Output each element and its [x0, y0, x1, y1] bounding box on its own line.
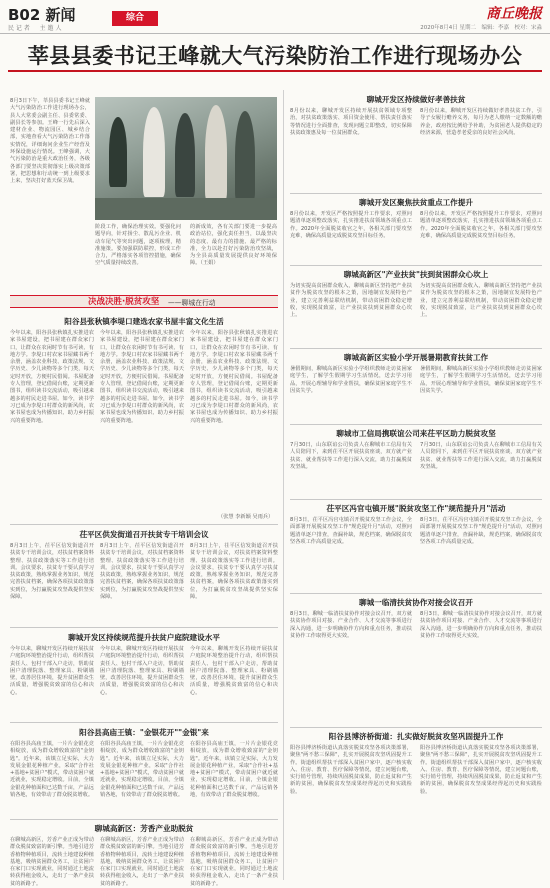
- right-story-6-col2: 8月3日，茌平区冯官屯镇召开脱贫攻坚工作会议，全面部署开展脱贫攻坚工作"规范提升月"活动，对照问题清单逐户排查，查漏补缺，规范档案，确保脱贫攻坚各项工作高质量完成。: [420, 517, 542, 545]
- right-story-2-title: 聊城开发区聚焦扶贫重点工作提升: [359, 198, 473, 207]
- edition-subline: 民 记 者 主 邀 人: [8, 25, 62, 32]
- story-c-col2: 今年以来，聊城开发区持续开展扶贫户庭院环境整治提升行动，组织帮扶责任人、包村干部入户走访，帮助贫困户清理院落、整理家具、粉刷墙壁，改善居住环境，提升贫困群众生活质量，增强脱贫致富的信心和决心。: [100, 646, 184, 696]
- column-separator: [283, 90, 284, 880]
- banner-subtitle: ——聊城在行动: [168, 299, 216, 307]
- story-b-col2: 8月3日上午，茌平区信发街道召开扶贫专干培训会议，对扶贫档案资料整理、扶贫政策落实等工作进行培训。会议要求，扶贫专干要认真学习扶贫政策，熟练掌握业务知识，规范完善扶贫档案，确保各项扶贫政策落实到位，为打赢脱贫攻坚战提供坚实保障。: [100, 543, 184, 601]
- right-story-3-title: 聊城高新区"产业扶贫"扶到贫困群众心坎上: [343, 270, 489, 279]
- right-story-7-col1: 8月3日，聊城一临清扶贫协作对接会议召开，双方就扶贫协作项目对接、产业合作、人才交流等事项进行深入沟通，进一步明确协作方向和重点任务，推动扶贫协作工作取得更大实效。: [290, 611, 412, 639]
- right-story-4-title: 聊城高新区实验小学开展暑期教育扶贫工作: [343, 353, 489, 362]
- story-c-title: 聊城开发区持续规范提升扶贫户庭院建设水平: [68, 633, 220, 642]
- lead-story-col1: 8月3日下午，莘县县委书记王峰就大气污染防治工作进行现场办公，县人大常委会副主任、县委常委、副县长等参加。王峰一行先后深入建材企业、物流园区、城乡结合部，实地查看大气污染防治工作落实情况，详细询问企业生产经营及环保设施运行情况。王峰强调，大气污染防治是重大政治任务，各级各部门要坚决贯彻落实上级决策部署，把思想和行动统一到上级要求上来，坚决打好蓝天保卫战。: [10, 98, 90, 185]
- story-b-col1: 8月3日上午，茌平区信发街道召开扶贫专干培训会议，对扶贫档案资料整理、扶贫政策落实等工作进行培训。会议要求，扶贫专干要认真学习扶贫政策，熟练掌握业务知识，规范完善扶贫档案，确保各项扶贫政策落实到位，为打赢脱贫攻坚战提供坚实保障。: [10, 543, 94, 601]
- right-story-1-title: 聊城开发区持续做好孝善扶贫: [366, 95, 466, 104]
- divider: [290, 727, 542, 728]
- edition-number: B02 新闻: [8, 6, 76, 24]
- divider: [10, 819, 278, 820]
- story-a-col1: 今年以来，阳谷县张秋镇扎实推进农家书屋建设，把书屋建在群众家门口，让群众在农闲时节有书可读、有地方学。李堤口村农家书屋藏书两千余册，涵盖农业科技、政策法规、文学历史、少儿读物等多个门类，每天定时开放，方便村民借阅。书屋配备专人管理，登记借阅台账，定期更新图书，组织读书交流活动，吸引越来越多的村民走进书屋。如今，读书学习已成为李堤口村群众的新风尚，农家书屋也成为传播知识、助力乡村振兴的重要阵地。: [10, 330, 94, 424]
- section-tag: 综合: [112, 11, 158, 26]
- right-story-2-col2: 8月份以来，开发区严格按照提升工作要求，对照问题清单逐项整改落实，扎实推进扶贫领域各项重点工作。2020年全面脱贫收官之年，各相关部门要攻坚克难，确保高质量完成脱贫攻坚目标任务。: [420, 211, 542, 239]
- divider: [290, 193, 542, 194]
- story-d-col3: 在阳谷县高庙王镇，一片片金银花竞相绽放，成为群众增收致富的"金钥匙"。近年来，该镇立足实际，大力发展金银花种植产业，采取"合作社+基地+贫困户"模式，带动贫困户就近就业，实现稳定增收。目前，全镇金银花种植面积已达数千亩，产品远销各地，有效带动了群众脱贫增收。: [190, 741, 278, 799]
- lead-photo: [95, 97, 277, 220]
- right-story-1-col2: 8月份以来，聊城开发区持续做好孝善扶贫工作，引导子女履行赡养义务，每月为老人缴纳一定数额的赡养金，政府按比例给予补助，为贫困老人提供稳定的经济来源，营造孝老爱亲的良好社会风尚。: [420, 108, 542, 136]
- story-b-col3: 8月3日上午，茌平区信发街道召开扶贫专干培训会议，对扶贫档案资料整理、扶贫政策落实等工作进行培训。会议要求，扶贫专干要认真学习扶贫政策，熟练掌握业务知识，规范完善扶贫档案，确保各项扶贫政策落实到位，为打赢脱贫攻坚战提供坚实保障。: [190, 543, 278, 601]
- divider: [10, 627, 278, 628]
- story-a-col3: 今年以来，阳谷县张秋镇扎实推进农家书屋建设，把书屋建在群众家门口，让群众在农闲时节有书可读、有地方学。李堤口村农家书屋藏书两千余册，涵盖农业科技、政策法规、文学历史、少儿读物等多个门类，每天定时开放，方便村民借阅。书屋配备专人管理，登记借阅台账，定期更新图书，组织读书交流活动，吸引越来越多的村民走进书屋。如今，读书学习已成为李堤口村群众的新风尚，农家书屋也成为传播知识、助力乡村振兴的重要阵地。: [190, 330, 278, 424]
- right-story-5-title: 聊城市工信局携联谊公司来茌平区助力脱贫攻坚: [336, 429, 496, 438]
- divider: [290, 348, 542, 349]
- right-story-7-col2: 8月3日，聊城一临清扶贫协作对接会议召开，双方就扶贫协作项目对接、产业合作、人才交流等事项进行深入沟通，进一步明确协作方向和重点任务，推动扶贫协作工作取得更大实效。: [420, 611, 542, 639]
- divider: [10, 722, 278, 723]
- right-story-7-title: 聊城一临清扶贫协作对接会议召开: [359, 598, 473, 607]
- story-a-byline: （张慧 李新颖 吴雨兵）: [218, 514, 274, 520]
- banner-title: 决战决胜·脱贫攻坚: [88, 297, 160, 307]
- lead-story-col2: 阶段工作，确保治理实效。要强化问题导向，针对扬尘、散乱污企业、机动车尾气等突出问题，逐项梳理，精准施策。要加强联防联控，形成工作合力，严格落实各项管控措施，确保空气质量持续改善。: [95, 224, 181, 267]
- story-d-col2: 在阳谷县高庙王镇，一片片金银花竞相绽放，成为群众增收致富的"金钥匙"。近年来，该镇立足实际，大力发展金银花种植产业，采取"合作社+基地+贫困户"模式，带动贫困户就近就业，实现稳定增收。目前，全镇金银花种植面积已达数千亩，产品远销各地，有效带动了群众脱贫增收。: [100, 741, 184, 799]
- right-story-3-col2: 为切实提高贫困群众收入，聊城高新区坚持把产业扶贫作为脱贫攻坚的根本之策，因地制宜发展特色产业，建立完善利益联结机制，带动贫困群众稳定增收，实现脱贫致富，让产业扶贫扶到贫困群众心坎上。: [420, 283, 542, 319]
- story-b-title: 茌平区供发街道召开扶贫专干培训会议: [79, 530, 209, 539]
- story-c-col3: 今年以来，聊城开发区持续开展扶贫户庭院环境整治提升行动，组织帮扶责任人、包村干部入户走访，帮助贫困户清理院落、整理家具、粉刷墙壁，改善居住环境，提升贫困群众生活质量，增强脱贫致富的信心和决心。: [190, 646, 278, 696]
- headline-rule: [8, 70, 542, 72]
- story-d-col1: 在阳谷县高庙王镇，一片片金银花竞相绽放，成为群众增收致富的"金钥匙"。近年来，该镇立足实际，大力发展金银花种植产业，采取"合作社+基地+贫困户"模式，带动贫困户就近就业，实现稳定增收。目前，全镇金银花种植面积已达数千亩，产品远销各地，有效带动了群众脱贫增收。: [10, 741, 94, 799]
- lead-headline: 莘县县委书记王峰就大气污染防治工作进行现场办公: [27, 44, 523, 68]
- divider: [290, 593, 542, 594]
- right-story-4-col1: 暑假期间，聊城高新区实验小学组织教师走访贫困家庭学生，了解学生假期学习生活情况，送去学习用品，开展心理辅导和学业帮扶，确保贫困家庭学生不因贫失学。: [290, 366, 412, 394]
- story-e-title: 聊城高新区：芳香产业助脱贫: [94, 824, 194, 833]
- divider: [290, 424, 542, 425]
- story-e-col1: 在聊城高新区，芳香产业正成为带动群众脱贫致富的新引擎。当地引进芳香植物种植项目，流转土地建设种植基地，吸纳贫困群众务工，让贫困户在家门口实现就业，同时通过土地流转获得租金收入，走出了一条产业扶贫的新路子。: [10, 837, 94, 887]
- story-a-title: 阳谷县张秋镇李堤口建选农家书屋丰富文化生活: [64, 317, 224, 326]
- right-story-8-col2: 阳谷县博济桥街道认真落实脱贫攻坚各项决策部署，聚焦"两不愁三保障"，扎实开展脱贫攻坚巩固提升工作。街道组织帮扶干部深入贫困户家中，逐户核实收入、住房、教育、医疗保障等情况，建立问题台账，实行销号管理，持续巩固脱贫成果，防止返贫和产生新的贫困，确保脱贫攻坚成果经得起历史和实践检验。: [420, 745, 542, 795]
- divider: [10, 524, 278, 525]
- right-story-5-col2: 7月30日，山东联谊公司负责人在聊城市工信局有关人员陪同下，来到茌平区开展扶贫座谈，双方就产业扶贫、就业帮扶等工作进行深入交流，助力打赢脱贫攻坚战。: [420, 442, 542, 470]
- right-story-4-col2: 暑假期间，聊城高新区实验小学组织教师走访贫困家庭学生，了解学生假期学习生活情况，送去学习用品，开展心理辅导和学业帮扶，确保贫困家庭学生不因贫失学。: [420, 366, 542, 394]
- masthead: [0, 0, 550, 34]
- story-e-col3: 在聊城高新区，芳香产业正成为带动群众脱贫致富的新引擎。当地引进芳香植物种植项目，流转土地建设种植基地，吸纳贫困群众务工，让贫困户在家门口实现就业，同时通过土地流转获得租金收入，走出了一条产业扶贫的新路子。: [190, 837, 278, 887]
- lead-story-col3: 的新成效，各有关部门要进一步提高政治站位，强化责任担当，以最坚决的态度、最有力的措施、最严格的标准，全力以赴打好污染防治攻坚战，为全县高质量发展提供良好环境保障。（王娟）: [190, 224, 277, 267]
- right-story-5-col1: 7月30日，山东联谊公司负责人在聊城市工信局有关人员陪同下，来到茌平区开展扶贫座谈，双方就产业扶贫、就业帮扶等工作进行深入交流，助力打赢脱贫攻坚战。: [290, 442, 412, 470]
- issue-info: 2020年8月4日 星期二 编辑：李嘉 校对：宋淼: [420, 25, 542, 31]
- story-a-col2: 今年以来，阳谷县张秋镇扎实推进农家书屋建设，把书屋建在群众家门口，让群众在农闲时节有书可读、有地方学。李堤口村农家书屋藏书两千余册，涵盖农业科技、政策法规、文学历史、少儿读物等多个门类，每天定时开放，方便村民借阅。书屋配备专人管理，登记借阅台账，定期更新图书，组织读书交流活动，吸引越来越多的村民走进书屋。如今，读书学习已成为李堤口村群众的新风尚，农家书屋也成为传播知识、助力乡村振兴的重要阵地。: [100, 330, 184, 424]
- right-story-6-title: 茌平区冯官屯镇开展"脱贫攻坚工作"规范提升月"活动: [326, 504, 506, 513]
- divider: [290, 265, 542, 266]
- right-story-8-col1: 阳谷县博济桥街道认真落实脱贫攻坚各项决策部署，聚焦"两不愁三保障"，扎实开展脱贫攻坚巩固提升工作。街道组织帮扶干部深入贫困户家中，逐户核实收入、住房、教育、医疗保障等情况，建立问题台账，实行销号管理，持续巩固脱贫成果，防止返贫和产生新的贫困，确保脱贫攻坚成果经得起历史和实践检验。: [290, 745, 412, 795]
- story-d-title: 阳谷县高庙王镇："金银花开""金银"来: [79, 728, 209, 737]
- right-story-1-col1: 8月份以来，聊城开发区持续开展扶贫领域专项整治，对扶贫政策落实、项目资金使用、帮扶责任落实等情况进行全面排查，发现问题立即整改，切实保障扶贫政策惠及每一位贫困群众。: [290, 108, 412, 136]
- story-c-col1: 今年以来，聊城开发区持续开展扶贫户庭院环境整治提升行动，组织帮扶责任人、包村干部入户走访，帮助贫困户清理院落、整理家具、粉刷墙壁，改善居住环境，提升贫困群众生活质量，增强脱贫致富的信心和决心。: [10, 646, 94, 696]
- newspaper-logo: 商丘晚报: [486, 6, 542, 22]
- right-story-8-title: 阳谷县博济桥街道：扎实做好脱贫攻坚巩固提升工作: [328, 732, 504, 741]
- divider: [290, 499, 542, 500]
- right-story-6-col1: 8月3日，茌平区冯官屯镇召开脱贫攻坚工作会议，全面部署开展脱贫攻坚工作"规范提升月"活动，对照问题清单逐户排查，查漏补缺，规范档案，确保脱贫攻坚各项工作高质量完成。: [290, 517, 412, 545]
- right-story-3-col1: 为切实提高贫困群众收入，聊城高新区坚持把产业扶贫作为脱贫攻坚的根本之策，因地制宜发展特色产业，建立完善利益联结机制，带动贫困群众稳定增收，实现脱贫致富，让产业扶贫扶到贫困群众心坎上。: [290, 283, 412, 319]
- right-story-2-col1: 8月份以来，开发区严格按照提升工作要求，对照问题清单逐项整改落实，扎实推进扶贫领域各项重点工作。2020年全面脱贫收官之年，各相关部门要攻坚克难，确保高质量完成脱贫攻坚目标任务。: [290, 211, 412, 239]
- poverty-banner: [10, 295, 278, 308]
- story-e-col2: 在聊城高新区，芳香产业正成为带动群众脱贫致富的新引擎。当地引进芳香植物种植项目，流转土地建设种植基地，吸纳贫困群众务工，让贫困户在家门口实现就业，同时通过土地流转获得租金收入，走出了一条产业扶贫的新路子。: [100, 837, 184, 887]
